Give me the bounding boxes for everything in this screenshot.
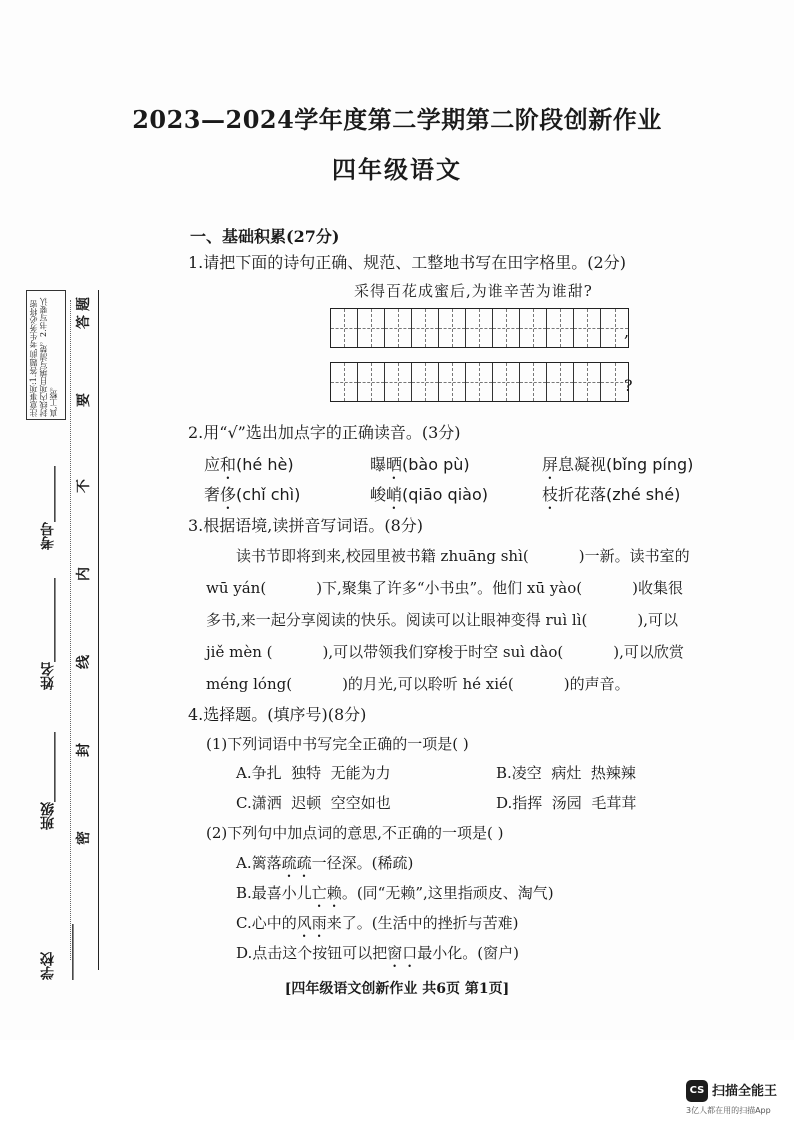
q3-text: 3.根据语境,读拼音写词语。(8分): [188, 516, 424, 535]
grid-cell[interactable]: [331, 309, 358, 347]
class-label: 班级__________: [40, 732, 56, 830]
q2-text: 2.用“√”选出加点字的正确读音。(3分): [188, 423, 461, 442]
seal-char-3: 线: [76, 655, 92, 669]
notice-box: 注意事项:1.答题前,考生务必将密封线内项目填写清楚。2.书写要认真,工整。: [26, 290, 66, 420]
binding-line: [98, 290, 99, 970]
grid-cell[interactable]: [358, 309, 385, 347]
q3-line-1: 读书节即将到来,校园里被书籍 zhuāng shì( )一新。读书室的: [236, 547, 690, 565]
writing-grid-row-1[interactable]: [330, 308, 629, 348]
seal-char-1: 密: [76, 831, 92, 845]
q4-text: 4.选择题。(填序号)(8分): [188, 705, 367, 724]
grid-cell[interactable]: [493, 309, 520, 347]
q4-sub2-option-d[interactable]: D.点击这个按钮可以把窗口最小化。(窗户): [236, 944, 519, 962]
id-label: 考号________: [40, 466, 56, 550]
school-label: 学校 ________: [40, 924, 74, 980]
seal-char-2: 封: [76, 743, 92, 757]
seal-char-4: 内: [76, 567, 92, 581]
grid-cell[interactable]: [466, 309, 493, 347]
camscanner-logo-icon: CS: [686, 1080, 708, 1102]
seal-char-8: 题: [76, 297, 92, 311]
q4-sub2: (2)下列句中加点词的意思,不正确的一项是( ): [206, 824, 504, 842]
grid-cell[interactable]: [385, 363, 412, 401]
grid-question-mark: ?: [624, 376, 633, 395]
pinyin-item-6[interactable]: 枝折花落(zhé shé): [542, 485, 681, 504]
q3-line-5: méng lóng( )的月光,可以聆听 hé xié( )的声音。: [206, 675, 630, 693]
q1-poem: 采得百花成蜜后,为谁辛苦为谁甜?: [354, 282, 593, 300]
page-title: 2023—2024学年度第二学期第二阶段创新作业: [132, 105, 662, 134]
pinyin-item-5[interactable]: 峻峭(qiāo qiào): [370, 485, 488, 504]
grid-cell[interactable]: [358, 363, 385, 401]
q4-sub1-option-d[interactable]: D.指挥 汤园 毛茸茸: [496, 794, 637, 812]
q4-sub1-option-a[interactable]: A.争扎 独特 无能为力: [236, 764, 391, 782]
grid-cell[interactable]: [331, 363, 358, 401]
grid-cell[interactable]: [547, 363, 574, 401]
grid-cell[interactable]: [466, 363, 493, 401]
q4-sub1: (1)下列词语中书写完全正确的一项是( ): [206, 735, 469, 753]
grid-cell[interactable]: [412, 309, 439, 347]
q3-line-4: jiě mèn ( ),可以带领我们穿梭于时空 suì dào( ),可以欣赏: [206, 643, 684, 661]
camscanner-brand-name: 扫描全能王: [712, 1084, 778, 1099]
grid-cell[interactable]: [547, 309, 574, 347]
grid-cell[interactable]: [412, 363, 439, 401]
section-heading: 一、基础积累(27分): [190, 227, 340, 246]
q4-sub2-option-b[interactable]: B.最喜小儿亡赖。(同“无赖”,这里指顽皮、淘气): [236, 884, 554, 902]
q4-sub1-option-c[interactable]: C.潇洒 迟顿 空空如也: [236, 794, 391, 812]
grid-cell[interactable]: [493, 363, 520, 401]
grid-cell[interactable]: [520, 363, 547, 401]
q4-sub2-option-a[interactable]: A.篱落疏疏一径深。(稀疏): [236, 854, 414, 872]
grid-cell[interactable]: [439, 363, 466, 401]
q4-sub2-option-c[interactable]: C.心中的风雨来了。(生活中的挫折与苦难): [236, 914, 519, 932]
page-footer: [四年级语文创新作业 共6页 第1页]: [284, 981, 510, 997]
writing-grid-row-2[interactable]: [330, 362, 629, 402]
grid-cell[interactable]: [520, 309, 547, 347]
grid-cell[interactable]: [439, 309, 466, 347]
grid-cell[interactable]: [574, 363, 601, 401]
seal-char-7: 答: [76, 315, 92, 329]
q3-line-3: 多书,来一起分享阅读的快乐。阅读可以让眼神变得 ruì lì( ),可以: [206, 611, 679, 629]
q4-sub1-option-b[interactable]: B.凌空 病灶 热辣辣: [496, 764, 636, 782]
grid-comma: ,: [624, 322, 630, 341]
seal-char-5: 不: [76, 479, 92, 493]
pinyin-item-2[interactable]: 曝晒(bào pù): [370, 455, 470, 474]
seal-dotted-line: [70, 300, 71, 960]
grid-cell[interactable]: [385, 309, 412, 347]
pinyin-item-4[interactable]: 奢侈(chǐ chì): [204, 485, 301, 504]
page-subtitle: 四年级语文: [332, 155, 462, 184]
seal-char-6: 要: [76, 393, 92, 407]
camscanner-tagline: 3亿人都在用的扫描App: [686, 1106, 771, 1115]
grid-cell[interactable]: [574, 309, 601, 347]
q3-line-2: wū yán( )下,聚集了许多“小书虫”。他们 xū yào( )收集很: [206, 579, 683, 597]
name-label: 姓名____________: [40, 578, 56, 690]
pinyin-item-3[interactable]: 屏息凝视(bǐng píng): [542, 455, 694, 474]
q1-text: 1.请把下面的诗句正确、规范、工整地书写在田字格里。(2分): [188, 253, 626, 272]
pinyin-item-1[interactable]: 应和(hé hè): [204, 455, 294, 474]
